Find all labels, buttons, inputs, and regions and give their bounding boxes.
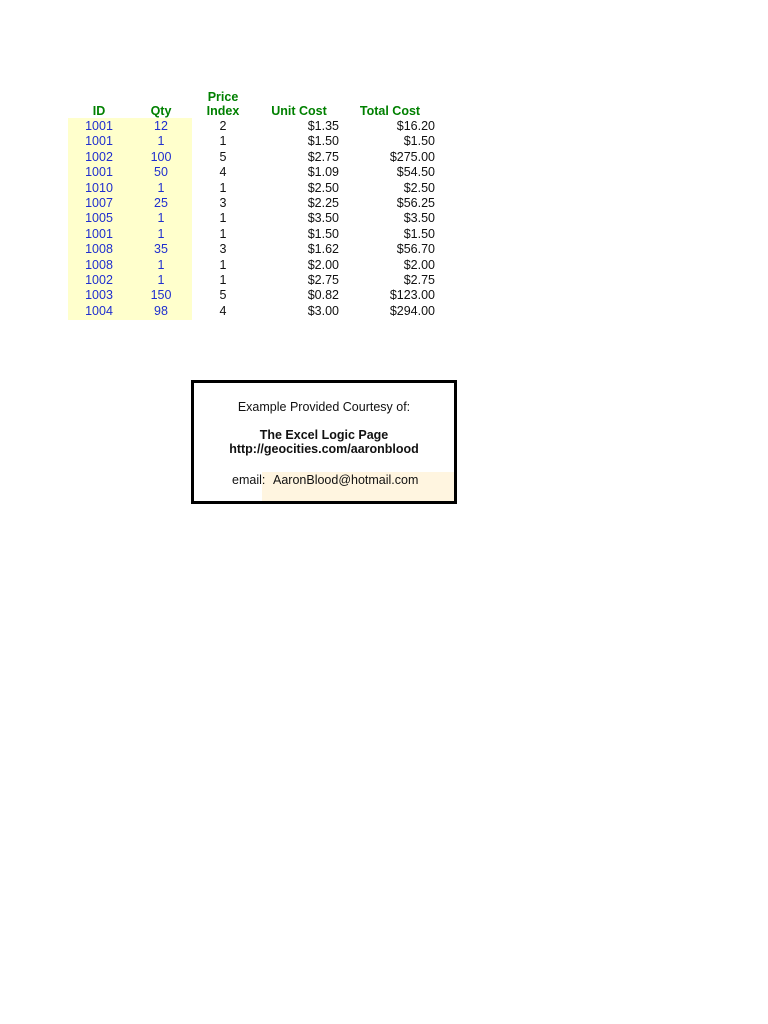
cell-id[interactable]: 1001 <box>85 119 113 133</box>
site-name: The Excel Logic Page <box>259 428 389 442</box>
cell-qty[interactable]: 25 <box>154 196 168 211</box>
cell-price-index[interactable]: 4 <box>219 165 227 180</box>
cell-price-index[interactable]: 5 <box>219 149 227 164</box>
cell-unit-cost[interactable]: $3.50 <box>307 211 339 226</box>
cell-unit-cost[interactable]: $2.75 <box>307 273 339 288</box>
cell-price-index[interactable]: 2 <box>219 119 227 133</box>
cell-qty[interactable]: 100 <box>150 149 172 164</box>
cell-total-cost[interactable]: $56.25 <box>396 196 435 211</box>
cell-id[interactable]: 1002 <box>85 273 113 288</box>
table-row <box>68 134 435 149</box>
cell-id[interactable]: 1008 <box>85 242 113 257</box>
cell-total-cost[interactable]: $2.75 <box>403 273 435 288</box>
cell-total-cost[interactable]: $1.50 <box>403 226 435 241</box>
table-row <box>68 242 435 257</box>
cell-price-index[interactable]: 1 <box>219 257 227 272</box>
credit-box <box>191 380 457 504</box>
cell-id[interactable]: 1003 <box>85 288 113 303</box>
data-table-body <box>68 119 435 319</box>
table-row <box>68 211 435 226</box>
cell-price-index[interactable]: 1 <box>219 226 227 241</box>
cell-id[interactable]: 1010 <box>85 180 113 195</box>
cell-price-index[interactable]: 3 <box>219 196 227 211</box>
cell-price-index[interactable]: 1 <box>219 180 227 195</box>
header-total-cost: Total Cost <box>359 104 421 118</box>
cell-unit-cost[interactable]: $1.09 <box>307 165 339 180</box>
cell-id[interactable]: 1001 <box>85 226 113 241</box>
cell-qty[interactable]: 1 <box>157 257 165 272</box>
email-label: email: <box>232 473 266 487</box>
table-row <box>68 165 435 180</box>
cell-total-cost[interactable]: $2.50 <box>403 180 435 195</box>
cell-total-cost[interactable]: $3.50 <box>403 211 435 226</box>
cell-price-index[interactable]: 1 <box>219 211 227 226</box>
table-row <box>68 273 435 288</box>
cell-id[interactable]: 1001 <box>85 165 113 180</box>
cell-id[interactable]: 1004 <box>85 303 113 318</box>
cell-price-index[interactable]: 5 <box>219 288 227 303</box>
cell-qty[interactable]: 1 <box>157 180 165 195</box>
site-url[interactable]: http://geocities.com/aaronblood <box>229 442 419 456</box>
cell-total-cost[interactable]: $275.00 <box>389 149 435 164</box>
table-row <box>68 119 435 134</box>
header-id: ID <box>92 104 106 118</box>
header-price-index <box>192 90 254 118</box>
cell-total-cost[interactable]: $54.50 <box>396 165 435 180</box>
table-row <box>68 304 435 319</box>
header-price-index-line1: Price <box>207 90 239 104</box>
email-link[interactable]: AaronBlood@hotmail.com <box>273 473 419 487</box>
cell-qty[interactable]: 50 <box>154 165 168 180</box>
cell-qty[interactable]: 1 <box>157 134 165 149</box>
cell-unit-cost[interactable]: $1.35 <box>307 119 339 133</box>
cell-id[interactable]: 1005 <box>85 211 113 226</box>
cell-qty[interactable]: 1 <box>157 273 165 288</box>
cell-id[interactable]: 1007 <box>85 196 113 211</box>
table-row <box>68 196 435 211</box>
courtesy-text: Example Provided Courtesy of: <box>237 400 411 414</box>
header-qty: Qty <box>150 104 172 118</box>
cell-qty[interactable]: 150 <box>150 288 172 303</box>
cell-unit-cost[interactable]: $2.75 <box>307 149 339 164</box>
cell-price-index[interactable]: 1 <box>219 273 227 288</box>
cell-qty[interactable]: 12 <box>154 119 168 133</box>
cell-unit-cost[interactable]: $2.00 <box>307 257 339 272</box>
cell-price-index[interactable]: 4 <box>219 303 227 318</box>
cell-unit-cost[interactable]: $1.50 <box>307 134 339 149</box>
cell-id[interactable]: 1002 <box>85 149 113 164</box>
cell-id[interactable]: 1008 <box>85 257 113 272</box>
cell-unit-cost[interactable]: $2.25 <box>307 196 339 211</box>
cell-qty[interactable]: 1 <box>157 226 165 241</box>
cell-qty[interactable]: 1 <box>157 211 165 226</box>
cell-unit-cost[interactable]: $1.62 <box>307 242 339 257</box>
cell-total-cost[interactable]: $1.50 <box>403 134 435 149</box>
cell-price-index[interactable]: 3 <box>219 242 227 257</box>
cell-total-cost[interactable]: $123.00 <box>389 288 435 303</box>
cell-total-cost[interactable]: $2.00 <box>403 257 435 272</box>
cell-total-cost[interactable]: $56.70 <box>396 242 435 257</box>
cell-qty[interactable]: 35 <box>154 242 168 257</box>
table-row <box>68 288 435 303</box>
cell-total-cost[interactable]: $16.20 <box>396 119 435 133</box>
cell-unit-cost[interactable]: $2.50 <box>307 180 339 195</box>
table-row <box>68 181 435 196</box>
header-unit-cost: Unit Cost <box>271 104 327 118</box>
cell-unit-cost[interactable]: $3.00 <box>307 303 339 318</box>
data-table <box>68 119 435 319</box>
cell-total-cost[interactable]: $294.00 <box>389 303 435 318</box>
cell-qty[interactable]: 98 <box>154 303 168 318</box>
cell-unit-cost[interactable]: $1.50 <box>307 226 339 241</box>
table-row <box>68 227 435 242</box>
cell-id[interactable]: 1001 <box>85 134 113 149</box>
header-price-index-line2: Index <box>206 104 240 118</box>
cell-unit-cost[interactable]: $0.82 <box>307 288 339 303</box>
cell-price-index[interactable]: 1 <box>219 134 227 149</box>
table-row <box>68 258 435 273</box>
table-row <box>68 150 435 165</box>
